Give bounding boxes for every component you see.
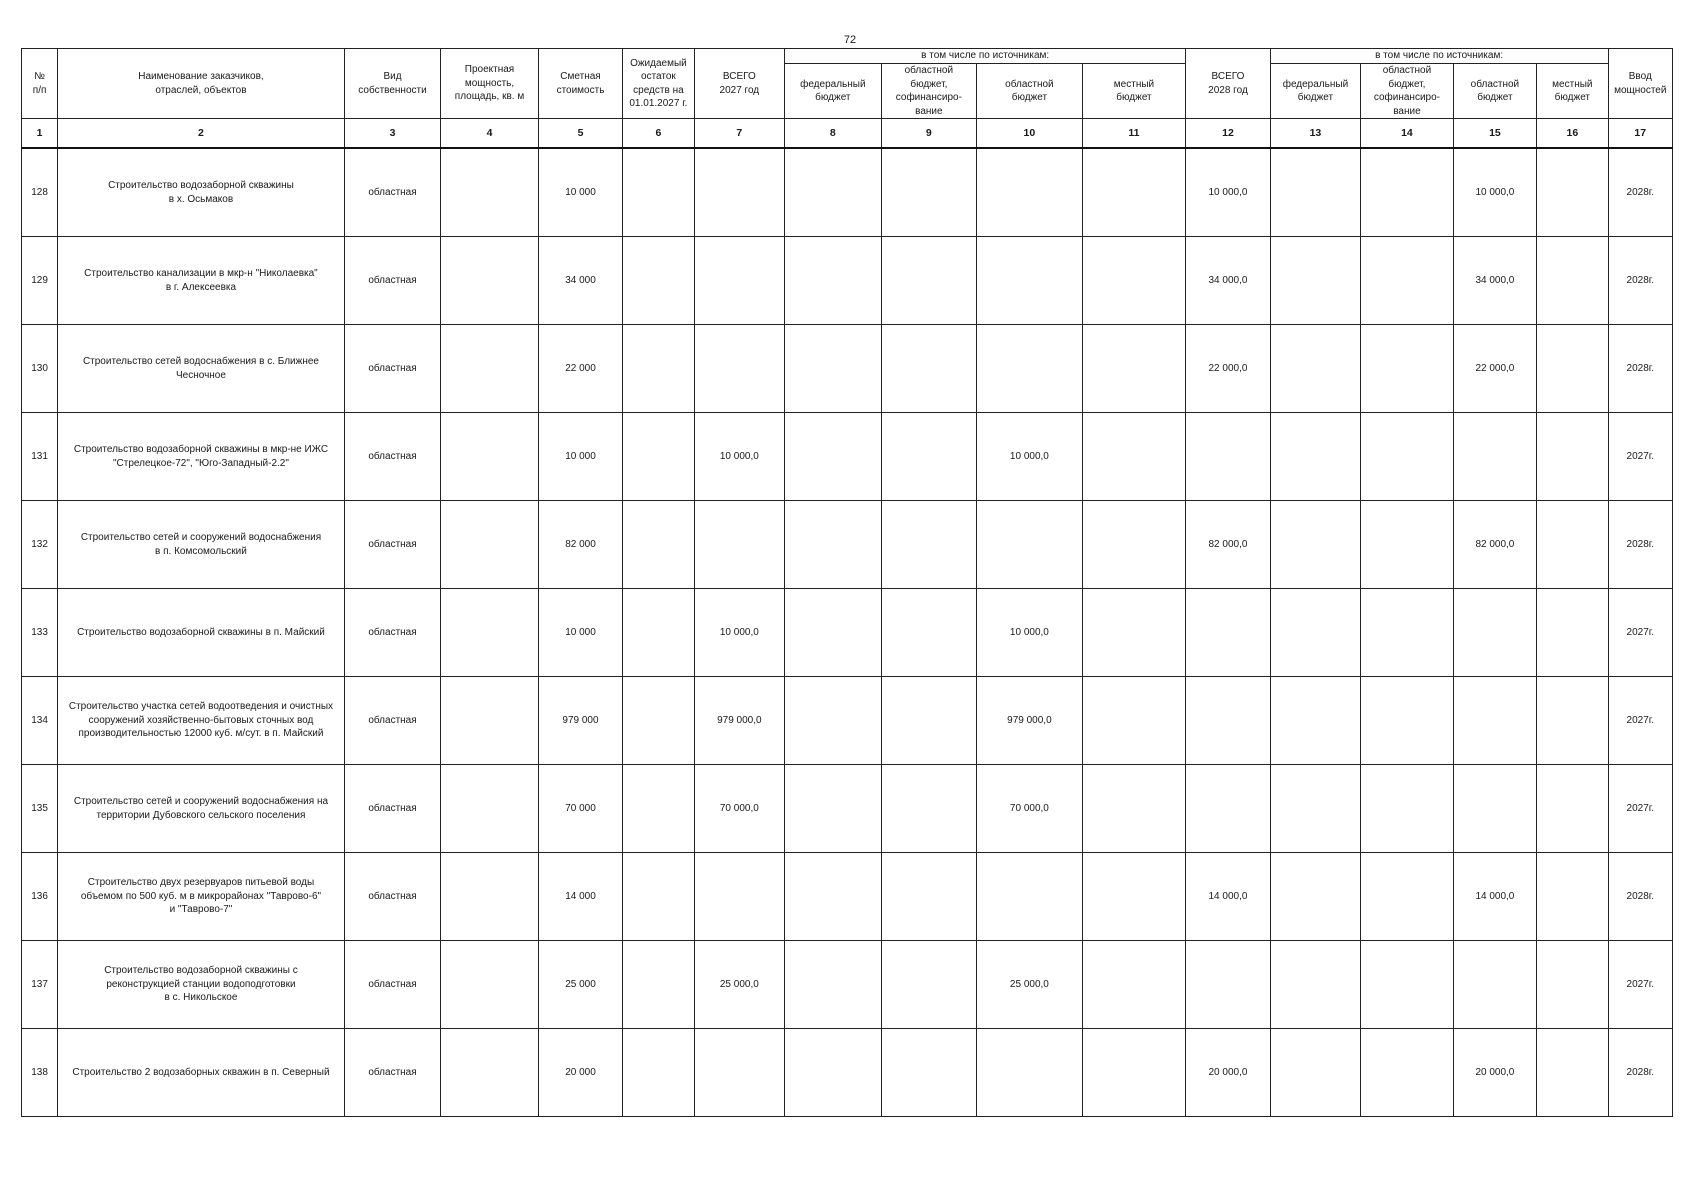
regional-2027: 10 000,0	[977, 413, 1083, 501]
object-name-text: Строительство 2 водозаборных скважин в п. Северный	[72, 1066, 330, 1078]
row-number: 138	[22, 1029, 58, 1117]
table-row	[22, 677, 1673, 765]
local-2027	[1082, 501, 1186, 589]
regional-cofin-2027	[881, 325, 977, 413]
table-row	[22, 501, 1673, 589]
regional-cofin-2027	[881, 677, 977, 765]
total-2027	[694, 853, 784, 941]
regional-cofin-2027	[881, 148, 977, 237]
local-2027	[1082, 325, 1186, 413]
column-number: 1	[22, 119, 58, 149]
regional-cofin-2028	[1361, 325, 1454, 413]
header-remaining: Ожидаемый остаток средств на 01.01.2027 г.	[623, 49, 694, 119]
commissioning-year: 2027г.	[1608, 413, 1672, 501]
federal-2027	[785, 853, 882, 941]
local-2028	[1537, 765, 1608, 853]
object-name	[58, 237, 345, 325]
object-name	[58, 1029, 345, 1117]
object-name	[58, 853, 345, 941]
local-2028	[1537, 589, 1608, 677]
row-number: 129	[22, 237, 58, 325]
total-2027	[694, 1029, 784, 1117]
estimate-cost: 979 000	[538, 677, 622, 765]
header-no: № п/п	[22, 49, 58, 119]
total-2028	[1186, 677, 1270, 765]
column-number: 9	[881, 119, 977, 149]
object-name-text: Строительство сетей и сооружений водоснабжения в п. Комсомольский	[80, 532, 322, 557]
local-2028	[1537, 501, 1608, 589]
regional-cofin-2028	[1361, 589, 1454, 677]
total-2028: 14 000,0	[1186, 853, 1270, 941]
header-ownership: Вид собственности	[344, 49, 441, 119]
investment-table	[21, 48, 1673, 1117]
total-2027: 10 000,0	[694, 413, 784, 501]
header-federal-2027: федеральный бюджет	[785, 64, 882, 119]
commissioning-year: 2028г.	[1608, 1029, 1672, 1117]
regional-2028: 82 000,0	[1453, 501, 1536, 589]
regional-cofin-2028	[1361, 677, 1454, 765]
object-name	[58, 677, 345, 765]
total-2028: 22 000,0	[1186, 325, 1270, 413]
federal-2028	[1270, 589, 1360, 677]
object-name-text: Строительство сетей и сооружений водоснабжения на территории Дубовского сельского поселения	[73, 796, 329, 821]
total-2027	[694, 325, 784, 413]
federal-2027	[785, 148, 882, 237]
commissioning-year: 2028г.	[1608, 853, 1672, 941]
row-number: 128	[22, 148, 58, 237]
capacity-cell	[441, 941, 539, 1029]
commissioning-year: 2027г.	[1608, 677, 1672, 765]
estimate-cost: 20 000	[538, 1029, 622, 1117]
column-number-row	[22, 119, 1673, 149]
regional-2028: 10 000,0	[1453, 148, 1536, 237]
federal-2028	[1270, 1029, 1360, 1117]
regional-cofin-2028	[1361, 237, 1454, 325]
object-name-text: Строительство двух резервуаров питьевой воды объемом по 500 куб. м в микрорайонах "Таврово-6" и "Таврово-7"	[80, 877, 322, 916]
local-2028	[1537, 1029, 1608, 1117]
commissioning-year: 2028г.	[1608, 325, 1672, 413]
regional-2028: 22 000,0	[1453, 325, 1536, 413]
federal-2028	[1270, 501, 1360, 589]
regional-cofin-2027	[881, 941, 977, 1029]
estimate-cost: 22 000	[538, 325, 622, 413]
regional-cofin-2027	[881, 501, 977, 589]
estimate-cost: 14 000	[538, 853, 622, 941]
row-number: 133	[22, 589, 58, 677]
local-2027	[1082, 589, 1186, 677]
local-2027	[1082, 1029, 1186, 1117]
capacity-cell	[441, 148, 539, 237]
regional-2028: 34 000,0	[1453, 237, 1536, 325]
object-name-text: Строительство водозаборной скважины в мкр-не ИЖС "Стрелецкое-72", "Юго-Западный-2.2"	[73, 444, 329, 469]
total-2028	[1186, 413, 1270, 501]
remaining-cell	[623, 148, 694, 237]
local-2028	[1537, 677, 1608, 765]
column-number: 4	[441, 119, 539, 149]
ownership-type: областная	[344, 853, 441, 941]
regional-2027: 979 000,0	[977, 677, 1083, 765]
header-local-2027: местный бюджет	[1082, 64, 1186, 119]
object-name-text: Строительство водозаборной скважины с реконструкцией станции водоподготовки в с. Никольское	[104, 965, 298, 1004]
federal-2027	[785, 325, 882, 413]
ownership-type: областная	[344, 237, 441, 325]
federal-2028	[1270, 853, 1360, 941]
capacity-cell	[441, 677, 539, 765]
local-2028	[1537, 941, 1608, 1029]
total-2027: 10 000,0	[694, 589, 784, 677]
federal-2028	[1270, 941, 1360, 1029]
local-2028	[1537, 237, 1608, 325]
commissioning-year: 2027г.	[1608, 941, 1672, 1029]
table-row	[22, 413, 1673, 501]
federal-2027	[785, 677, 882, 765]
local-2027	[1082, 148, 1186, 237]
header-regional-cofin-2028: областной бюджет, софинансиро- вание	[1361, 64, 1454, 119]
federal-2028	[1270, 413, 1360, 501]
column-number: 5	[538, 119, 622, 149]
capacity-cell	[441, 765, 539, 853]
header-total-2027: ВСЕГО 2027 год	[694, 49, 784, 119]
object-name-text: Строительство участка сетей водоотведения и очистных сооружений хозяйственно-бытовых сточных вод производительностью 12000 куб. м/сут. в п. Майский	[68, 701, 334, 740]
federal-2027	[785, 413, 882, 501]
regional-2027: 70 000,0	[977, 765, 1083, 853]
federal-2027	[785, 1029, 882, 1117]
ownership-type: областная	[344, 148, 441, 237]
estimate-cost: 34 000	[538, 237, 622, 325]
regional-2027	[977, 148, 1083, 237]
column-number: 3	[344, 119, 441, 149]
table-row	[22, 941, 1673, 1029]
header-total-2028: ВСЕГО 2028 год	[1186, 49, 1270, 119]
local-2028	[1537, 325, 1608, 413]
regional-cofin-2027	[881, 853, 977, 941]
regional-cofin-2027	[881, 413, 977, 501]
object-name-text: Строительство водозаборной скважины в п. Майский	[77, 626, 325, 638]
column-number: 8	[785, 119, 882, 149]
header-sources-2027: в том числе по источникам:	[785, 49, 1186, 64]
ownership-type: областная	[344, 501, 441, 589]
total-2027: 979 000,0	[694, 677, 784, 765]
local-2027	[1082, 677, 1186, 765]
object-name-text: Строительство канализации в мкр-н "Николаевка" в г. Алексеевка	[84, 268, 318, 293]
regional-cofin-2027	[881, 589, 977, 677]
header-federal-2028: федеральный бюджет	[1270, 64, 1360, 119]
row-number: 136	[22, 853, 58, 941]
capacity-cell	[441, 237, 539, 325]
total-2027	[694, 237, 784, 325]
object-name	[58, 501, 345, 589]
regional-cofin-2028	[1361, 148, 1454, 237]
remaining-cell	[623, 677, 694, 765]
regional-2027	[977, 237, 1083, 325]
local-2027	[1082, 853, 1186, 941]
column-number: 13	[1270, 119, 1360, 149]
estimate-cost: 10 000	[538, 413, 622, 501]
regional-2027: 10 000,0	[977, 589, 1083, 677]
remaining-cell	[623, 765, 694, 853]
ownership-type: областная	[344, 325, 441, 413]
remaining-cell	[623, 941, 694, 1029]
ownership-type: областная	[344, 589, 441, 677]
column-number: 6	[623, 119, 694, 149]
header-row-1	[22, 49, 1673, 64]
page-number: 72	[843, 34, 857, 46]
estimate-cost: 82 000	[538, 501, 622, 589]
capacity-cell	[441, 501, 539, 589]
remaining-cell	[623, 325, 694, 413]
column-number: 12	[1186, 119, 1270, 149]
remaining-cell	[623, 413, 694, 501]
estimate-cost: 70 000	[538, 765, 622, 853]
regional-2027	[977, 501, 1083, 589]
estimate-cost: 10 000	[538, 148, 622, 237]
regional-cofin-2028	[1361, 941, 1454, 1029]
row-number: 135	[22, 765, 58, 853]
federal-2027	[785, 237, 882, 325]
object-name	[58, 941, 345, 1029]
regional-2028	[1453, 589, 1536, 677]
commissioning-year: 2028г.	[1608, 148, 1672, 237]
table-row	[22, 589, 1673, 677]
total-2027: 25 000,0	[694, 941, 784, 1029]
object-name	[58, 413, 345, 501]
total-2027: 70 000,0	[694, 765, 784, 853]
regional-cofin-2028	[1361, 1029, 1454, 1117]
regional-cofin-2028	[1361, 413, 1454, 501]
local-2028	[1537, 148, 1608, 237]
estimate-cost: 25 000	[538, 941, 622, 1029]
header-estimate: Сметная стоимость	[538, 49, 622, 119]
remaining-cell	[623, 237, 694, 325]
federal-2028	[1270, 237, 1360, 325]
column-number: 2	[58, 119, 345, 149]
row-number: 132	[22, 501, 58, 589]
regional-2027	[977, 1029, 1083, 1117]
row-number: 137	[22, 941, 58, 1029]
regional-2028	[1453, 413, 1536, 501]
capacity-cell	[441, 589, 539, 677]
federal-2027	[785, 765, 882, 853]
header-commissioning: Ввод мощностей	[1608, 49, 1672, 119]
row-number: 130	[22, 325, 58, 413]
capacity-cell	[441, 325, 539, 413]
remaining-cell	[623, 501, 694, 589]
object-name	[58, 589, 345, 677]
remaining-cell	[623, 589, 694, 677]
column-number: 14	[1361, 119, 1454, 149]
commissioning-year: 2028г.	[1608, 237, 1672, 325]
regional-cofin-2028	[1361, 501, 1454, 589]
regional-2028	[1453, 677, 1536, 765]
table-row	[22, 325, 1673, 413]
regional-2028: 14 000,0	[1453, 853, 1536, 941]
regional-cofin-2027	[881, 765, 977, 853]
capacity-cell	[441, 413, 539, 501]
total-2027	[694, 501, 784, 589]
local-2028	[1537, 413, 1608, 501]
header-sources-2028: в том числе по источникам:	[1270, 49, 1608, 64]
capacity-cell	[441, 1029, 539, 1117]
local-2027	[1082, 413, 1186, 501]
federal-2027	[785, 589, 882, 677]
local-2027	[1082, 237, 1186, 325]
regional-2027	[977, 325, 1083, 413]
object-name	[58, 325, 345, 413]
commissioning-year: 2028г.	[1608, 501, 1672, 589]
object-name-text: Строительство водозаборной скважины в х. Осьмаков	[108, 180, 294, 205]
estimate-cost: 10 000	[538, 589, 622, 677]
ownership-type: областная	[344, 677, 441, 765]
commissioning-year: 2027г.	[1608, 765, 1672, 853]
federal-2028	[1270, 325, 1360, 413]
regional-2028	[1453, 941, 1536, 1029]
total-2028	[1186, 941, 1270, 1029]
header-regional-2027: областной бюджет	[977, 64, 1083, 119]
ownership-type: областная	[344, 413, 441, 501]
header-local-2028: местный бюджет	[1537, 64, 1608, 119]
ownership-type: областная	[344, 941, 441, 1029]
column-number: 17	[1608, 119, 1672, 149]
regional-cofin-2027	[881, 1029, 977, 1117]
regional-2027: 25 000,0	[977, 941, 1083, 1029]
row-number: 131	[22, 413, 58, 501]
total-2028	[1186, 765, 1270, 853]
commissioning-year: 2027г.	[1608, 589, 1672, 677]
object-name	[58, 148, 345, 237]
header-capacity: Проектная мощность, площадь, кв. м	[441, 49, 539, 119]
remaining-cell	[623, 1029, 694, 1117]
header-regional-cofin-2027: областной бюджет, софинансиро- вание	[881, 64, 977, 119]
local-2027	[1082, 765, 1186, 853]
header-name: Наименование заказчиков, отраслей, объектов	[58, 49, 345, 119]
regional-cofin-2028	[1361, 853, 1454, 941]
total-2028: 82 000,0	[1186, 501, 1270, 589]
total-2028: 10 000,0	[1186, 148, 1270, 237]
regional-cofin-2027	[881, 237, 977, 325]
regional-2028	[1453, 765, 1536, 853]
local-2028	[1537, 853, 1608, 941]
column-number: 10	[977, 119, 1083, 149]
capacity-cell	[441, 853, 539, 941]
column-number: 15	[1453, 119, 1536, 149]
federal-2027	[785, 501, 882, 589]
table-row	[22, 853, 1673, 941]
table-row	[22, 237, 1673, 325]
regional-2028: 20 000,0	[1453, 1029, 1536, 1117]
table-row	[22, 148, 1673, 237]
total-2028: 34 000,0	[1186, 237, 1270, 325]
table-row	[22, 765, 1673, 853]
column-number: 7	[694, 119, 784, 149]
column-number: 16	[1537, 119, 1608, 149]
ownership-type: областная	[344, 1029, 441, 1117]
header-regional-2028: областной бюджет	[1453, 64, 1536, 119]
object-name-text: Строительство сетей водоснабжения в с. Ближнее Чесночное	[82, 356, 319, 381]
total-2028: 20 000,0	[1186, 1029, 1270, 1117]
total-2027	[694, 148, 784, 237]
ownership-type: областная	[344, 765, 441, 853]
regional-cofin-2028	[1361, 765, 1454, 853]
object-name	[58, 765, 345, 853]
regional-2027	[977, 853, 1083, 941]
column-number: 11	[1082, 119, 1186, 149]
remaining-cell	[623, 853, 694, 941]
total-2028	[1186, 589, 1270, 677]
federal-2028	[1270, 148, 1360, 237]
federal-2028	[1270, 765, 1360, 853]
local-2027	[1082, 941, 1186, 1029]
federal-2028	[1270, 677, 1360, 765]
federal-2027	[785, 941, 882, 1029]
table-row	[22, 1029, 1673, 1117]
row-number: 134	[22, 677, 58, 765]
